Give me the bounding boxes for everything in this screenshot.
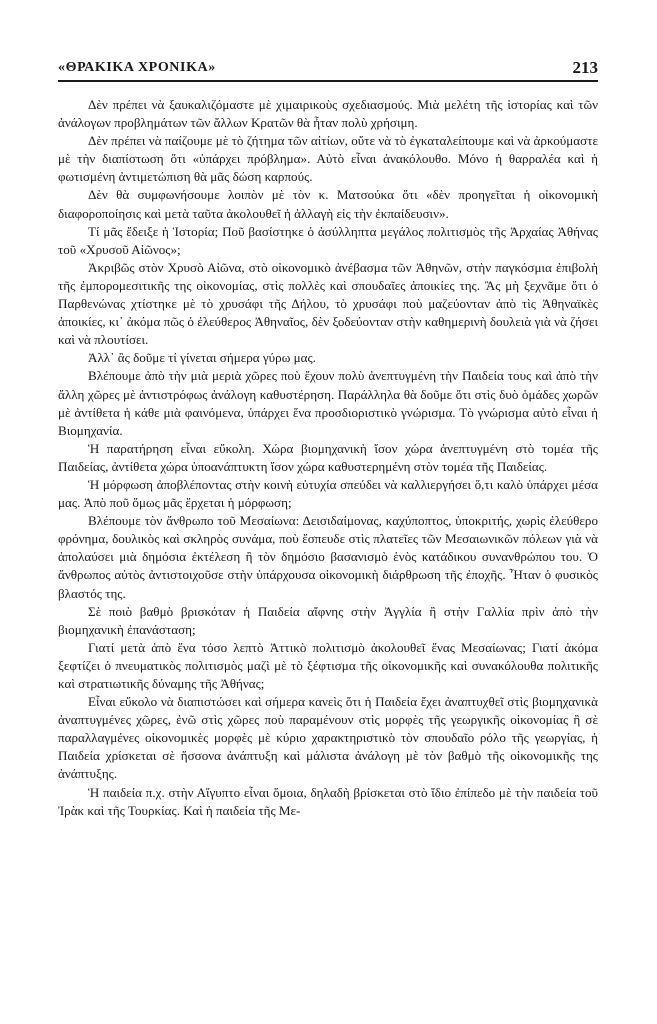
paragraph: Ἡ παρατήρηση εἶναι εὔκολη. Χώρα βιομηχανικὴ ἴσον χώρα ἀνεπτυγμένη στὸ τομέα τῆς Παιδείας, ἀντίθετα χώρα ὑποανάπτυκτη ἴσον χώρα καθυστερημένη στὸν τομέα τῆς Παιδείας. [58, 440, 598, 474]
page-header [58, 58, 598, 82]
paragraph: Ἀλλ᾽ ἂς δοῦμε τί γίνεται σήμερα γύρω μας. [88, 350, 316, 366]
header-rule [58, 80, 598, 82]
paragraph: Εἶναι εὔκολο νὰ διαπιστώσει καὶ σήμερα κανεὶς ὅτι ἡ Παιδεία ἔχει ἀναπτυχθεῖ στὶς βιομηχανικὰ ἀναπτυγμένες χῶρες, ἐνῶ στὶς χῶρες ποὺ παραμένουν στὶς μορφὲς τῆς γεωργικῆς οἰκονομίας ἢ σὲ παραλλαγμένες οἰκονομικὲς μορφὲς μὲ κύριο χαρακτηριστικὸ τὸν σπουδαῖο ρόλο τῆς γεωργίας, ἡ Παιδεία χρίσκεται σὲ ἥσσονα ἀνάπτυξη καὶ μάλιστα ἀνάλογη μὲ τὸν βαθμὸ τῆς οἰκονομικῆς της ἀνάπτυξης. [58, 694, 598, 782]
page-number: 213 [572, 58, 598, 77]
paragraph: Γιατί μετὰ ἀπὸ ἕνα τόσο λεπτὸ Ἀττικὸ πολιτισμὸ ἀκολουθεῖ ἕνας Μεσαίωνας; Γιατί ἀκόμα ξεφτίζει ὁ πνευματικὸς πολιτισμὸς μαζὶ μὲ τὸ ξέφτισμα τῆς οἰκονομικῆς καὶ συνακόλουθα πολιτικῆς καὶ στρατιωτικῆς δύναμης τῆς Ἀθήνας; [58, 639, 598, 691]
paragraph: Ἀκριβῶς στὸν Χρυσὸ Αἰῶνα, στὸ οἰκονομικὸ ἀνέβασμα τῶν Ἀθηνῶν, στὴν παγκόσμια ἐπιβολὴ τῆς ἐμπορομεσιτικῆς της οἰκονομίας, στὶς πολλὲς καὶ σπουδαῖες ἀποικίες της. Ἂς μὴ ξεχνᾶμε ὅτι ὁ Παρθενώνας χτίστηκε μὲ τὸ χρυσάφι τῆς Δήλου, τὸ χρυσάφι ποὺ μαζεύονταν ἀπὸ τὶς Ἀθηναϊκὲς ἀποικίες, κι᾽ ἀκόμα πῶς ὁ ἐλεύθερος Ἀθηναῖος, δὲν ξοδεύονταν στὴν καθημερινὴ δουλειὰ γιὰ νὰ ζήσει καὶ νὰ πλουτίσει. [58, 259, 598, 348]
running-title: «ΘΡΑΚΙΚΑ ΧΡΟΝΙΚΑ» [58, 60, 216, 75]
body-text [58, 96, 598, 820]
paragraph: Σὲ ποιὸ βαθμὸ βρισκόταν ἡ Παιδεία αἴφνης στὴν Ἀγγλία ἢ στὴν Γαλλία πρὶν ἀπὸ τὴν βιομηχανικὴ ἐπανάσταση; [58, 603, 598, 637]
paragraph: Ἡ παιδεία π.χ. στὴν Αἴγυπτο εἶναι ὅμοια, δηλαδὴ βρίσκεται στὸ ἴδιο ἐπίπεδο μὲ τὴν παιδεία τοῦ Ἰρὰκ καὶ τῆς Τουρκίας. Καὶ ἡ παιδεία τῆς Με- [58, 784, 598, 818]
paragraph: Βλέπουμε τὸν ἄνθρωπο τοῦ Μεσαίωνα: Δεισιδαίμονας, καχύποπτος, ὑποκριτής, χωρὶς ἐλεύθερο φρόνημα, δουλικὸς καὶ σκληρὸς συνάμα, ποὺ ἔσπευδε στὶς πλατεῖες τῶν Μεσαιωνικῶν πόλεων γιὰ νὰ ἀπολαύσει μιὰ δημόσια ἐκτέλεση ἢ τὸν δημόσιο βασανισμὸ ἑνὸς κατάδικου συνανθρώπου του. Ὁ ἄνθρωπος αὐτὸς ἀντιστοιχοῦσε στὴν ὑπάρχουσα οἰκονομικὴ διάρθρωση τῆς ἐποχῆς. Ἦταν ὁ φυσικὸς βλαστός της. [58, 513, 598, 601]
paragraph: Δὲν θὰ συμφωνήσουμε λοιπὸν μὲ τὸν κ. Ματσούκα ὅτι «δὲν προηγεῖται ἡ οἰκονομικὴ διαφοροποίησις καὶ μετὰ ταῦτα ἀκολουθεῖ ἡ ἀλλαγὴ εἰς τὴν ἐκπαίδευσιν». [58, 187, 598, 221]
paragraph: Ἡ μόρφωση ἀποβλέποντας στὴν κοινὴ εὐτυχία σπεύδει νὰ καλλιεργήσει ὅ,τι καλὸ ὑπάρχει μέσα μας. Ἀπὸ ποῦ ὅμως μᾶς ἔρχεται ἡ μόρφωση; [58, 476, 598, 511]
paragraph: Δὲν πρέπει νὰ παίζουμε μὲ τὸ ζήτημα τῶν αἰτίων, οὔτε νὰ τὸ ἐγκαταλείπουμε καὶ νὰ ἀρκούμαστε μὲ τὴν διαπίστωση ὅτι «ὑπάρχει πρόβλημα». Αὐτὸ εἶναι ἀνακόλουθο. Μόνο ἡ θαρραλέα καὶ ἡ φωτισμένη ἀντιμετώπιση θὰ μᾶς δώση καρπούς. [58, 133, 598, 185]
paragraph: Βλέπουμε ἀπὸ τὴν μιὰ μεριὰ χῶρες ποὺ ἔχουν πολὺ ἀνεπτυγμένη τὴν Παιδεία τους καὶ ἀπὸ τὴν ἄλλη χῶρες μὲ ἀντιστρόφως ἀνάλογη καθυστέρηση. Παράλληλα θὰ δοῦμε ὅτι στὶς δυὸ ὁμάδες χωρῶν μὲ ἀντίθετα ἡ κάθε μιὰ φαινόμενα, ὑπάρχει ἕνα προσδιοριστικὸ γνώρισμα. Τὸ γνώρισμα αὐτὸ εἶναι ἡ Βιομηχανία. [58, 368, 598, 438]
paragraph: Δὲν πρέπει νὰ ξαυκαλιζόμαστε μὲ χιμαιρικοὺς σχεδιασμούς. Μιὰ μελέτη τῆς ἱστορίας καὶ τῶν ἀνάλογων προβλημάτων τῶν ἄλλων Κρατῶν θὰ ἦταν πολὺ χρήσιμη. [58, 97, 598, 131]
paragraph: Τί μᾶς ἔδειξε ἡ Ἱστορία; Ποῦ βασίστηκε ὁ ἀσύλληπτα μεγάλος πολιτισμὸς τῆς Ἀρχαίας Ἀθήνας τοῦ «Χρυσοῦ Αἰῶνος»; [58, 223, 598, 257]
